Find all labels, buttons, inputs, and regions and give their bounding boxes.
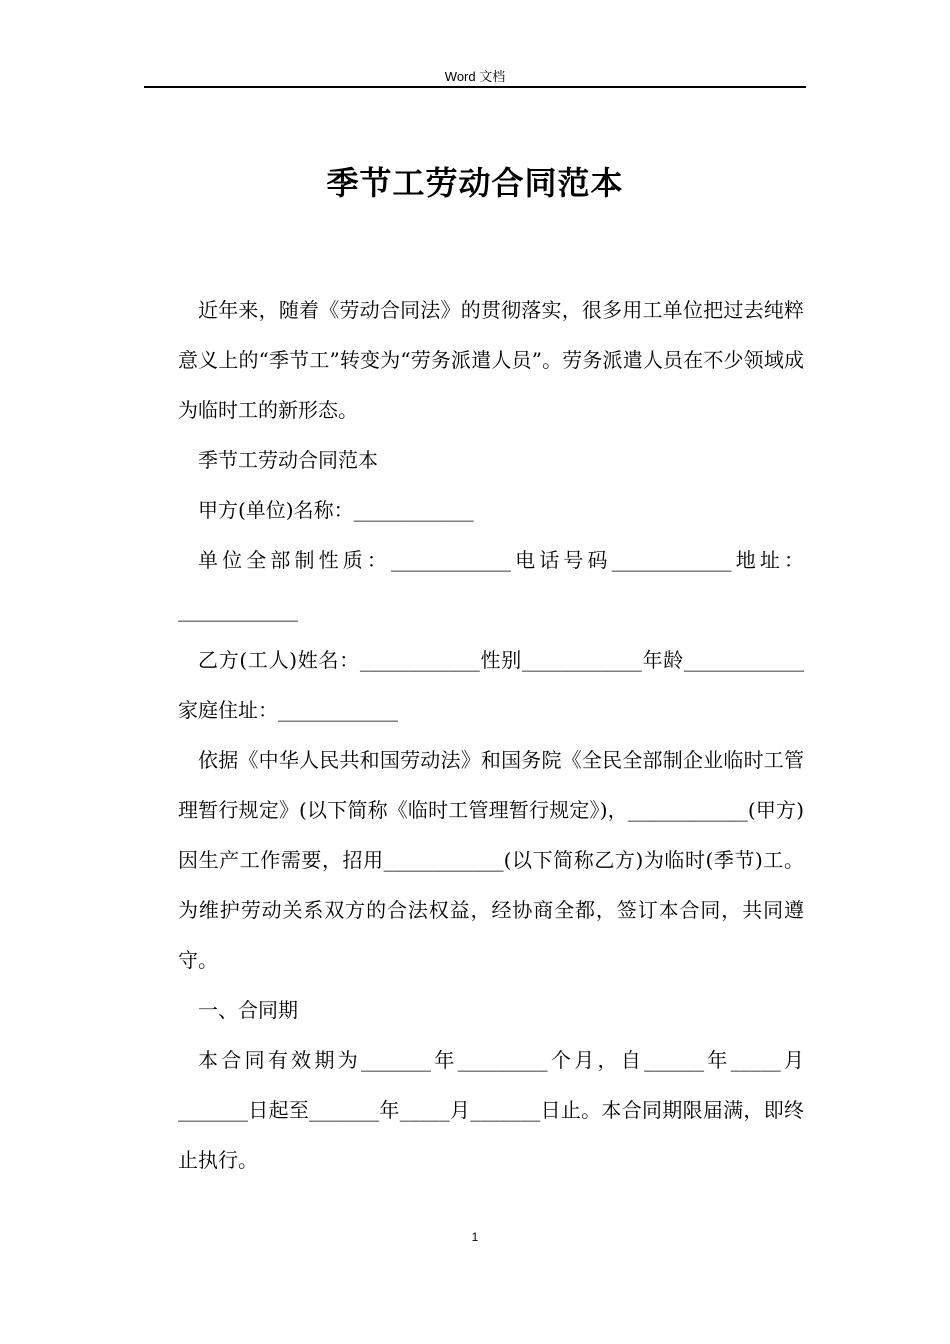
section-heading-contract-term: 一、合同期 [198,998,298,1022]
contract-term-paragraph: 本合同有效期为_______年_________个月，自______年_____月_______日起至_______年_____月_______日止。本合同期限届满，即终止执行。 [178,1048,804,1172]
intro-paragraph: 近年来，随着《劳动合同法》的贯彻落实，很多用工单位把过去纯粹意义上的“季节工”转变为“劳务派遣人员”。劳务派遣人员在不少领域成为临时工的新形态。 [178,298,804,422]
party-b-details-line: 乙方(工人)姓名：____________性别____________年龄____________家庭住址：____________ [178,648,804,722]
subtitle-paragraph: 季节工劳动合同范本 [198,448,378,472]
party-a-details-line: 单位全部制性质：____________电话号码____________地址：____________ [178,548,804,622]
document-title: 季节工劳动合同范本 [326,164,624,202]
header-divider [144,86,806,88]
party-a-name-line: 甲方(单位)名称：____________ [198,498,474,522]
page-header: Word 文档 [444,69,506,84]
document-body [178,285,804,1185]
legal-basis-paragraph: 依据《中华人民共和国劳动法》和国务院《全民全部制企业临时工管理暂行规定》(以下简称《临时工管理暂行规定》)，____________(甲方)因生产工作需要，招用____________(以下简称乙方)为临时(季节)工。为维护劳动关系双方的合法权益，经协商全都，签订本合同，共同遵守。 [178,748,804,972]
page-number: 1 [471,1230,479,1244]
